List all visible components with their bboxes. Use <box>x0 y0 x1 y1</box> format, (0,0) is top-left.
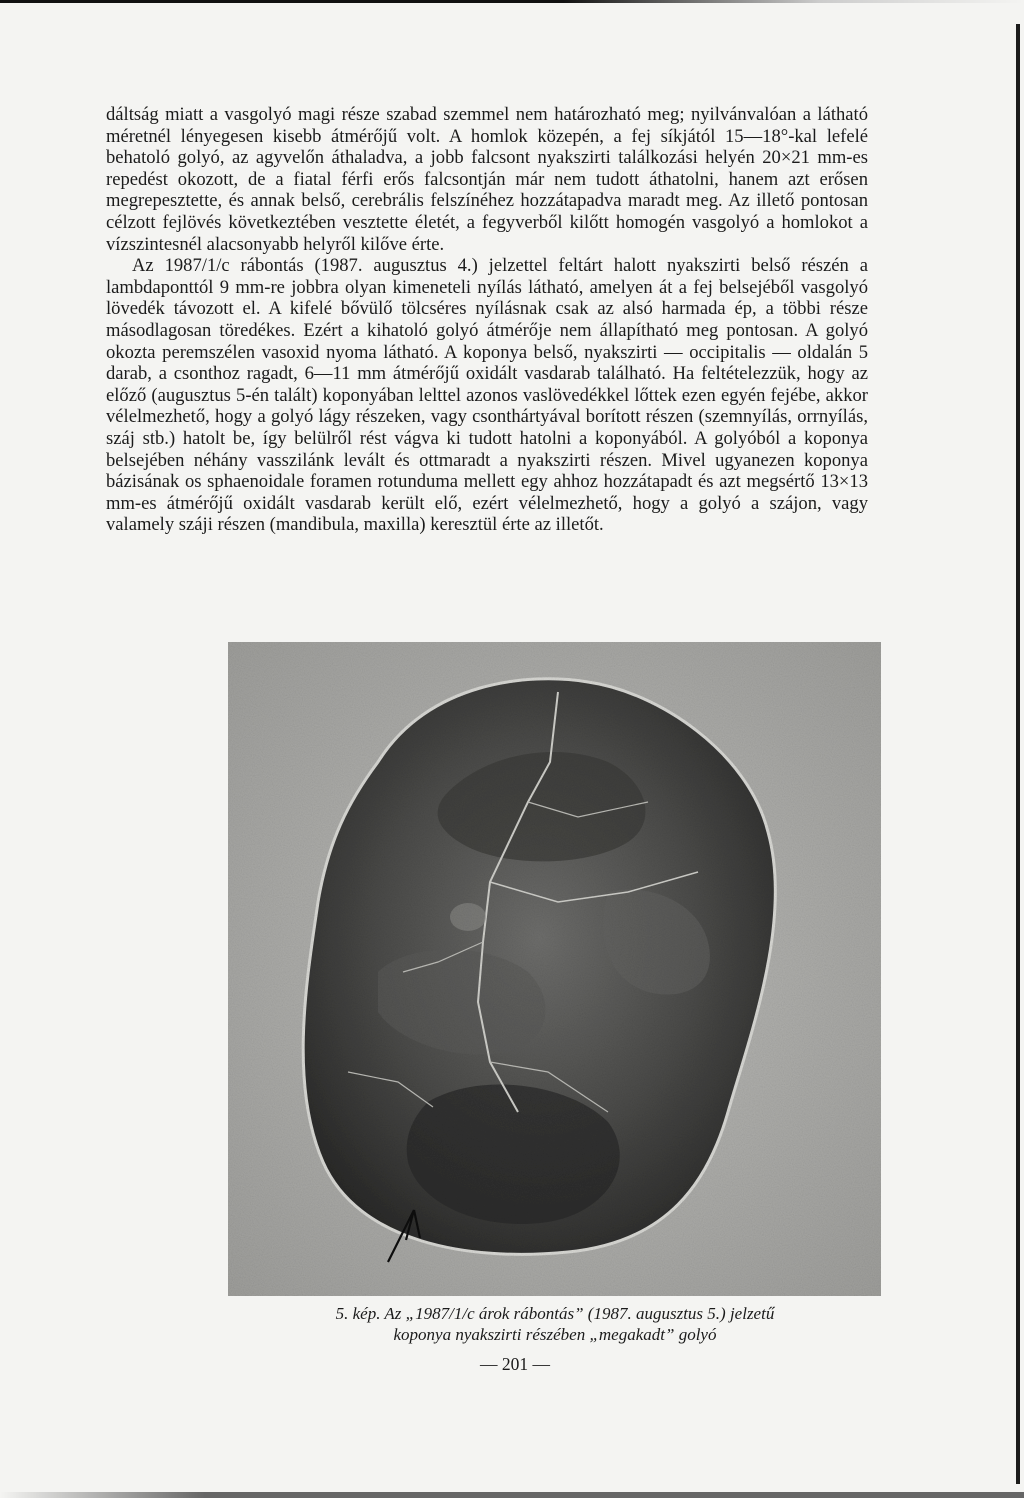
scan-right-edge <box>1016 24 1020 1484</box>
scan-bottom-edge <box>0 1492 1024 1498</box>
caption-line-1: 5. kép. Az „1987/1/c árok rábontás” (1987. augusztus 5.) jelzetű <box>335 1304 775 1323</box>
body-text <box>106 104 868 536</box>
paragraph-1: dáltság miatt a vasgolyó magi része szabad szemmel nem határozható meg; nyilvánvalóan a látható méretnél lényegesen kisebb átmérőjű volt. A homlok közepén, a fej síkjától 15—18°-kal lefelé behatoló golyó, az agyvelőn áthaladva, a jobb falcsont nyakszirti találkozási helyén 20×21 mm-es repedést okozott, de a fiatal férfi erős falcsontján már nem tudott áthatolni, hanem azt erősen megrepesztette, és annak belső, cerebrális felszínéhez hozzátapadva maradt meg. Az illető pontosan célzott fejlövés következtében vesztette életét, a fegyverből kilőtt homogén vasgolyó a homlokot a vízszintesnél alacsonyabb helyről kilőve érte. <box>106 104 868 255</box>
scan-top-edge <box>0 0 1024 3</box>
skull-photograph <box>228 642 881 1296</box>
page-number: — 201 — <box>480 1354 550 1374</box>
figure-caption <box>200 1303 910 1345</box>
paragraph-2: Az 1987/1/c rábontás (1987. augusztus 4.) jelzettel feltárt halott nyakszirti belső részén a lambdaponttól 9 mm-re jobbra olyan kimeneteli nyílás látható, amelyen át a fej belsejéből vasgolyó lövedék távozott el. A kifelé bővülő tölcséres nyílásnak csak az alsó harmada ép, a többi része másodlagosan töredékes. Ezért a kihatoló golyó átmérője nem állapítható meg pontosan. A golyó okozta peremszélen vasoxid nyoma látható. A koponya belső, nyakszirti — occipitalis — oldalán 5 darab, a csonthoz ragadt, 6—11 mm átmérőjű oxidált vasdarab található. Ha feltételezzük, hogy az előző (augusztus 5-én talált) koponyában lelttel azonos vaslövedékkel lőttek ezen egyén fejébe, akkor vélelmezhető, hogy a golyó lágy részeken, vagy csonthártyával borított részen (szemnyílás, orrnyílás, száj stb.) hatolt be, így belülről rést vágva ki tudott hatolni a koponyából. A golyóból a koponya belsejében néhány vasszilánk levált és ottmaradt a nyakszirti részen. Mivel ugyanezen koponya bázisának os sphaenoidale foramen rotunduma mellett egy ahhoz hozzátapadt és azt megsértő 13×13 mm-es átmérőjű oxidált vasdarab került elő, ezért vélelmezhető, hogy a golyó a szájon, vagy valamely száji részen (mandibula, maxilla) keresztül érte az illetőt. <box>106 255 868 536</box>
caption-line-2: koponya nyakszirti részében „megakadt” golyó <box>393 1325 717 1344</box>
